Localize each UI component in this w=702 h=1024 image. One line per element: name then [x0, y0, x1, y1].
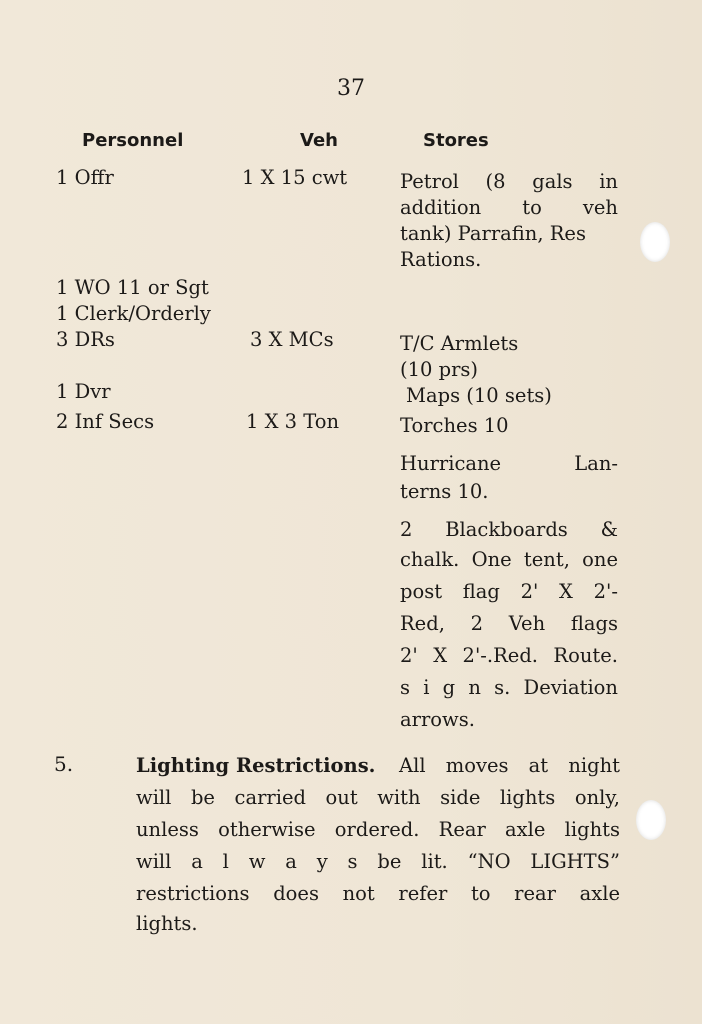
stores-line: addition to veh	[400, 196, 618, 219]
paragraph-line: All moves at night	[399, 754, 620, 777]
stores-line: Maps (10 sets)	[406, 384, 552, 407]
page-number: 37	[337, 76, 365, 101]
column-header-personnel: Personnel	[82, 130, 184, 151]
personnel-cell: 1 Clerk/Orderly	[56, 302, 211, 325]
personnel-cell: 3 DRs	[56, 328, 115, 351]
stores-line: Red, 2 Veh flags	[400, 612, 618, 635]
stores-line: chalk. One tent, one	[400, 548, 618, 571]
stores-line: arrows.	[400, 708, 475, 731]
stores-line: 2 Blackboards &	[400, 518, 618, 541]
stores-line: s i g n s. Deviation	[400, 676, 618, 699]
paragraph-line: restrictions does not refer to rear axle	[136, 882, 620, 905]
stores-line: 2' X 2'-.Red. Route.	[400, 644, 618, 667]
paragraph-number: 5.	[54, 752, 74, 776]
personnel-cell: 1 Dvr	[56, 380, 111, 403]
stores-line: Hurricane Lan-	[400, 452, 618, 475]
veh-cell: 1 X 3 Ton	[246, 410, 340, 433]
stores-line: T/C Armlets	[400, 332, 519, 355]
paragraph-line: will a l w a y s be lit. “NO LIGHTS”	[136, 850, 620, 873]
column-header-stores: Stores	[423, 130, 489, 151]
paragraph-line: will be carried out with side lights only,	[136, 786, 620, 809]
stores-line: terns 10.	[400, 480, 489, 503]
binder-hole	[636, 800, 666, 840]
paragraph-line: unless otherwise ordered. Rear axle lights	[136, 818, 620, 841]
stores-line: tank) Parrafin, Res	[400, 222, 586, 245]
stores-line: post flag 2' X 2'-	[400, 580, 618, 603]
personnel-cell: 1 Offr	[56, 166, 114, 189]
veh-cell: 3 X MCs	[250, 328, 334, 351]
binder-hole	[640, 222, 670, 262]
personnel-cell: 1 WO 11 or Sgt	[56, 276, 209, 299]
personnel-cell: 2 Inf Secs	[56, 410, 155, 433]
stores-line: Petrol (8 gals in	[400, 170, 618, 193]
paragraph-heading	[136, 754, 375, 777]
column-header-veh: Veh	[300, 130, 338, 151]
stores-line: Torches 10	[400, 414, 509, 437]
paragraph-line: lights.	[136, 912, 198, 935]
stores-line: (10 prs)	[400, 358, 479, 381]
paragraph-heading-text: Lighting Restrictions.	[136, 754, 376, 777]
veh-cell: 1 X 15 cwt	[242, 166, 348, 189]
stores-line: Rations.	[400, 248, 482, 271]
